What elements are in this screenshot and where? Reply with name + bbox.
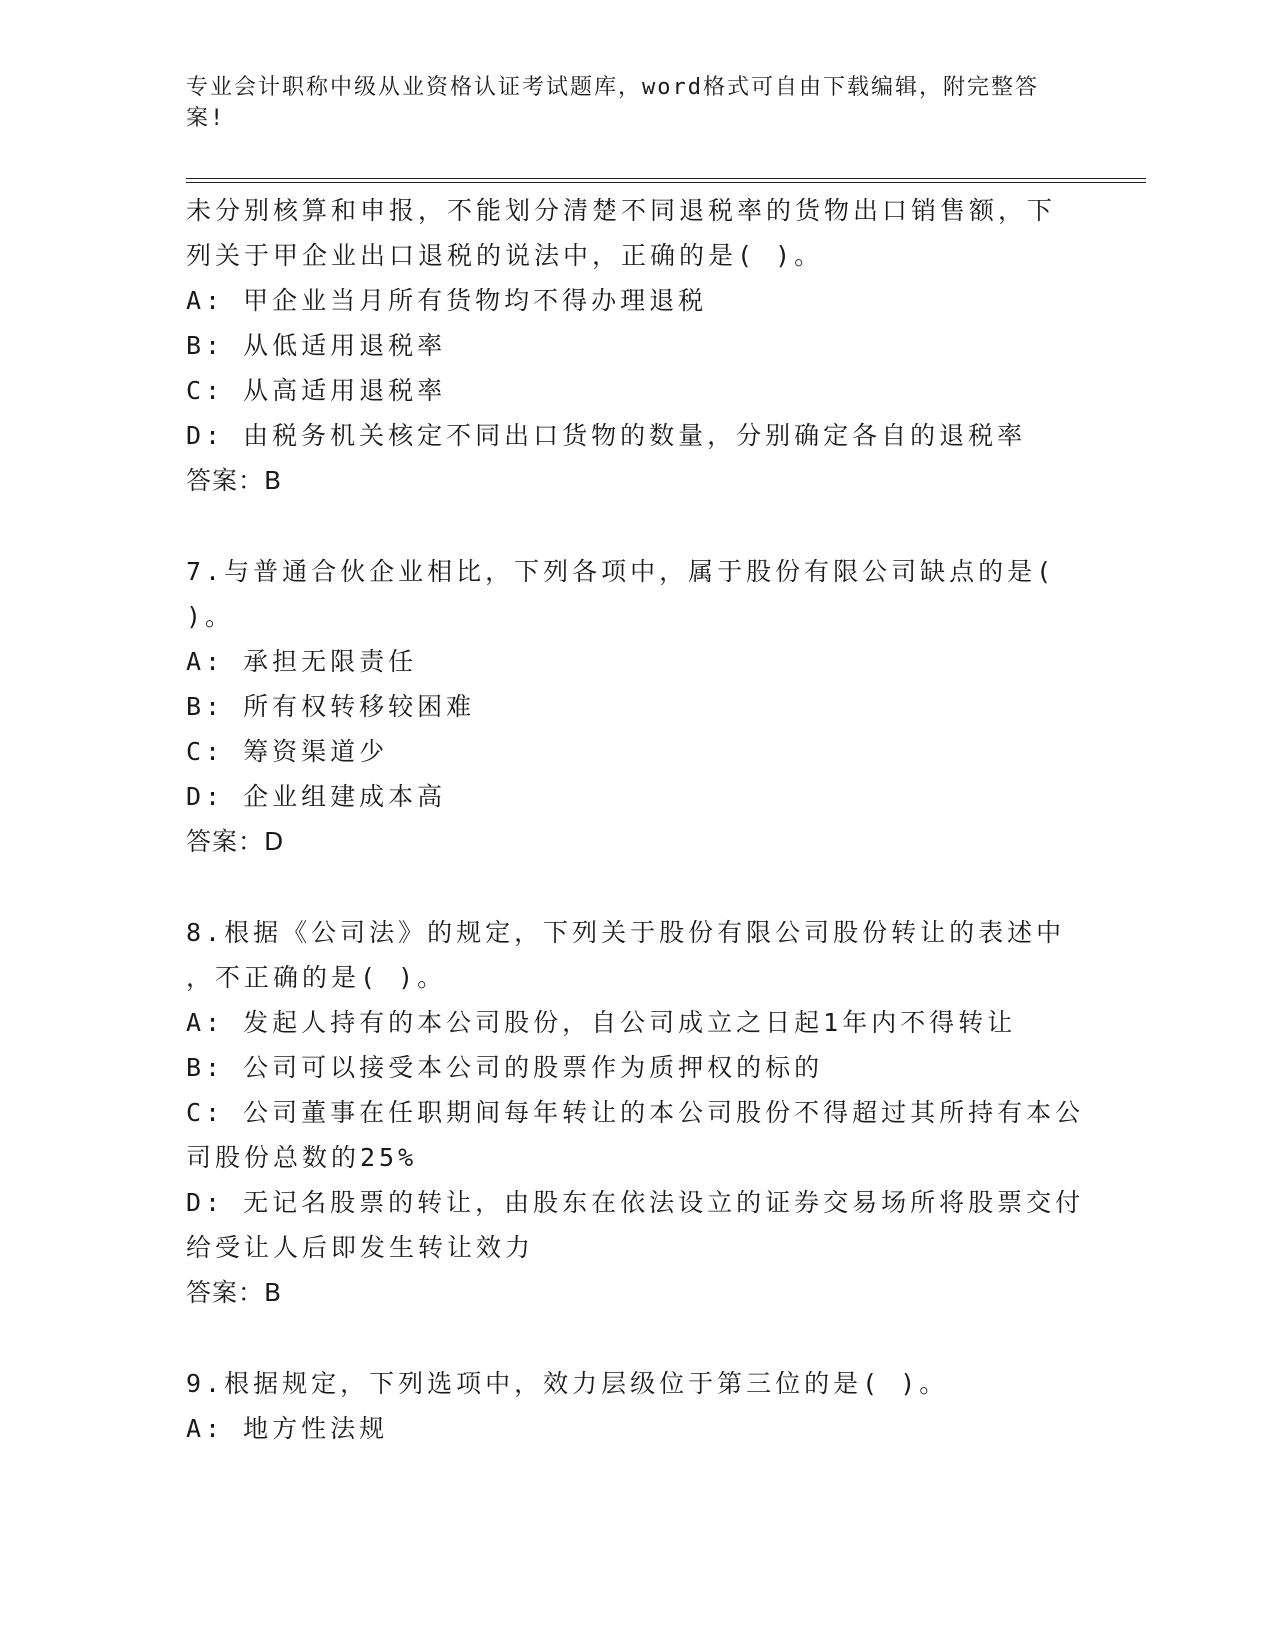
header-text-line1: 专业会计职称中级从业资格认证考试题库，word格式可自由下载编辑，附完整答 [186,75,1039,100]
question-gap [186,864,1066,910]
question-stem: 列关于甲企业出口退税的说法中，正确的是( )。 [186,241,824,270]
question-stem: 未分别核算和申报，不能划分清楚不同退税率的货物出口销售额，下 [186,196,1057,225]
option-a: A: 发起人持有的本公司股份，自公司成立之日起1年内不得转让 [186,1008,1017,1037]
question-stem: ，不正确的是( )。 [186,963,447,992]
option-d: D: 无记名股票的转让，由股东在依法设立的证券交易场所将股票交付 [186,1188,1085,1217]
question-gap [186,1315,1066,1361]
question-stem: 7.与普通合伙企业相比，下列各项中，属于股份有限公司缺点的是( [186,557,1056,586]
question-list [186,188,1085,1451]
document-header [186,72,1066,134]
header-text-line2: 案! [186,106,226,131]
option-c: C: 筹资渠道少 [186,737,389,766]
answer-label: 答案：B [186,466,283,495]
question-9 [186,1361,1066,1451]
header-divider-top [186,178,1146,179]
option-c-continued: 司股份总数的25% [186,1143,418,1172]
option-b: B: 从低适用退税率 [186,331,447,360]
question-stem: 9.根据规定，下列选项中，效力层级位于第三位的是( )。 [186,1369,949,1398]
header-divider-bottom [186,182,1146,183]
question-6 [186,188,1066,503]
option-d: D: 由税务机关核定不同出口货物的数量，分别确定各自的退税率 [186,421,1027,450]
option-d: D: 企业组建成本高 [186,782,447,811]
option-a: A: 甲企业当月所有货物均不得办理退税 [186,286,708,315]
question-7 [186,549,1066,864]
question-gap [186,503,1066,549]
option-d-continued: 给受让人后即发生转让效力 [186,1233,535,1262]
question-8 [186,910,1085,1315]
answer-label: 答案：B [186,1278,283,1307]
option-c: C: 公司董事在任职期间每年转让的本公司股份不得超过其所持有本公 [186,1098,1085,1127]
option-c: C: 从高适用退税率 [186,376,447,405]
option-a: A: 地方性法规 [186,1414,389,1443]
question-stem: 8.根据《公司法》的规定，下列关于股份有限公司股份转让的表述中 [186,918,1066,947]
question-stem: )。 [186,602,235,631]
answer-label: 答案：D [186,827,285,856]
option-a: A: 承担无限责任 [186,647,418,676]
option-b: B: 所有权转移较困难 [186,692,476,721]
option-b: B: 公司可以接受本公司的股票作为质押权的标的 [186,1053,824,1082]
